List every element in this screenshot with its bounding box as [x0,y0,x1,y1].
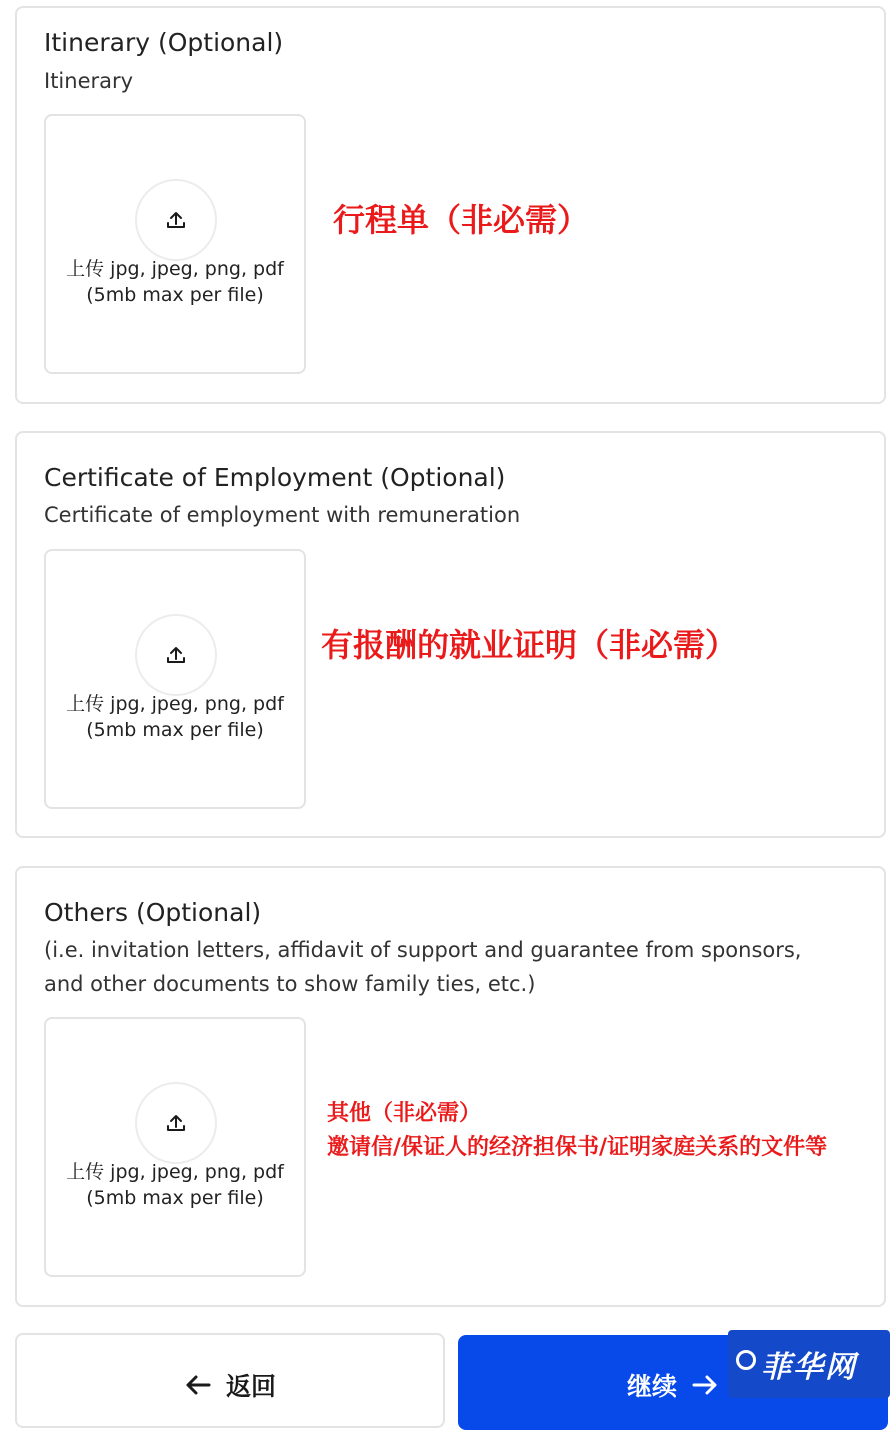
itinerary-description: Itinerary [44,69,134,93]
others-annotation-line-2: 邀请信/保证人的经济担保书/证明家庭关系的文件等 [327,1135,828,1160]
upload-hint-size: (5mb max per file) [86,719,264,741]
upload-icon [165,1112,187,1134]
itinerary-upload-box[interactable] [44,114,306,374]
itinerary-upload-hint [46,256,304,308]
others-upload-hint [46,1159,304,1211]
upload-hint-size: (5mb max per file) [86,284,264,306]
upload-hint-formats: 上传 jpg, jpeg, png, pdf [66,1161,284,1183]
others-description-line-2: and other documents to show family ties, etc.) [44,972,536,996]
others-upload-button[interactable] [135,1082,217,1164]
itinerary-annotation: 行程单（非必需） [333,201,590,239]
others-annotation-line-1: 其他（非必需） [327,1101,482,1126]
site-watermark-logo [728,1330,890,1398]
back-button[interactable] [15,1333,445,1428]
upload-hint-size: (5mb max per file) [86,1187,264,1209]
itinerary-upload-button[interactable] [135,179,217,261]
watermark-text: 菲华网 [761,1350,857,1385]
employment-title: Certificate of Employment (Optional) [44,463,506,492]
itinerary-title: Itinerary (Optional) [44,28,284,57]
arrow-right-icon [691,1371,719,1399]
upload-icon [165,209,187,231]
upload-hint-formats: 上传 jpg, jpeg, png, pdf [66,258,284,280]
others-section [15,866,886,1307]
employment-upload-button[interactable] [135,614,217,696]
employment-upload-box[interactable] [44,549,306,809]
employment-upload-hint [46,691,304,743]
employment-description: Certificate of employment with remuneration [44,503,521,527]
others-title: Others (Optional) [44,898,262,927]
continue-button-label: 继续 [626,1372,677,1401]
others-upload-box[interactable] [44,1017,306,1277]
arrow-left-icon [184,1371,212,1399]
upload-hint-formats: 上传 jpg, jpeg, png, pdf [66,693,284,715]
employment-annotation: 有报酬的就业证明（非必需） [321,626,738,664]
others-description-line-1: (i.e. invitation letters, affidavit of support and guarantee from sponsors, [44,938,802,962]
upload-icon [165,644,187,666]
back-button-label: 返回 [225,1372,276,1401]
watermark-ring-icon [736,1350,756,1370]
